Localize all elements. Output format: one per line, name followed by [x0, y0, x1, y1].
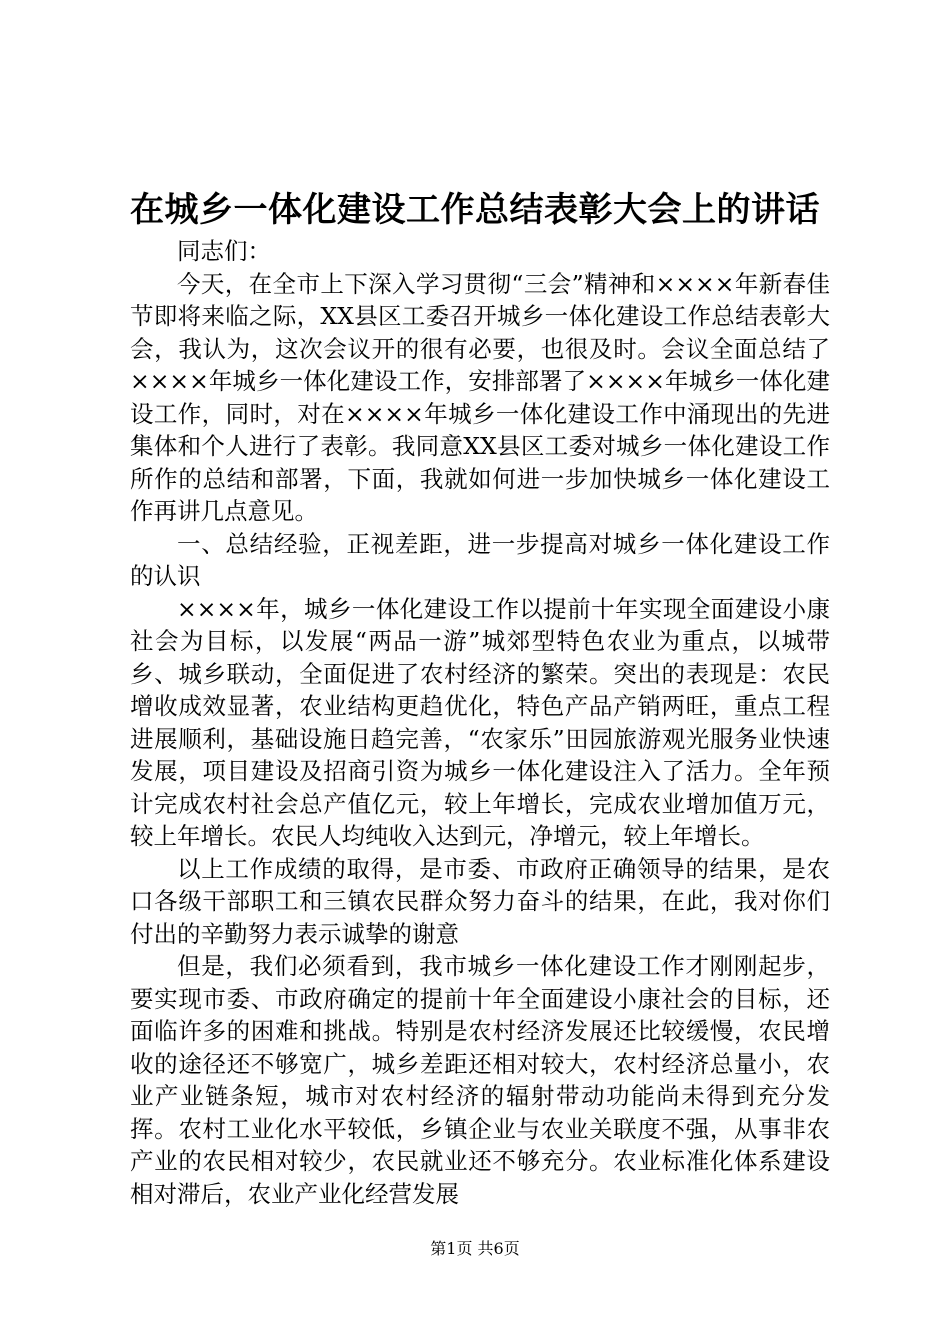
- body-paragraph: 以上工作成绩的取得，是市委、市政府正确领导的结果，是农口各级干部职工和三镇农民群众努力奋斗的结果，在此，我对你们付出的辛勤努力表示诚挚的谢意: [130, 854, 830, 948]
- document-body: [130, 235, 830, 1210]
- body-paragraph: ××××年，城乡一体化建设工作以提前十年实现全面建设小康社会为目标，以发展“两品一游”城郊型特色农业为重点，以城带乡、城乡联动，全面促进了农村经济的繁荣。突出的表现是：农民增收成效显著，农业结构更趋优化，特色产品产销两旺，重点工程进展顺利，基础设施日趋完善，“农家乐”田园旅游观光服务业快速发展，项目建设及招商引资为城乡一体化建设注入了活力。全年预计完成农村社会总产值亿元，较上年增长，完成农业增加值万元，较上年增长。农民人均纯收入达到元，净增元，较上年增长。: [130, 594, 830, 850]
- body-paragraph: 今天，在全市上下深入学习贯彻“三会”精神和××××年新春佳节即将来临之际，XX县区工委召开城乡一体化建设工作总结表彰大会，我认为，这次会议开的很有必要，也很及时。会议全面总结了××××年城乡一体化建设工作，安排部署了××××年城乡一体化建设工作，同时，对在××××年城乡一体化建设工作中涌现出的先进集体和个人进行了表彰。我同意XX县区工委对城乡一体化建设工作所作的总结和部署，下面，我就如何进一步加快城乡一体化建设工作再讲几点意见。: [130, 269, 830, 525]
- section-heading: 一、总结经验，正视差距，进一步提高对城乡一体化建设工作的认识: [130, 529, 830, 590]
- document-page: [130, 185, 830, 1210]
- body-paragraph: 但是，我们必须看到，我市城乡一体化建设工作才刚刚起步，要实现市委、市政府确定的提前十年全面建设小康社会的目标，还面临许多的困难和挑战。特别是农村经济发展还比较缓慢，农民增收的途径还不够宽广，城乡差距还相对较大，农村经济总量小，农业产业链条短，城市对农村经济的辐射带动功能尚未得到充分发挥。农村工业化水平较低，乡镇企业与农业关联度不强，从事非农产业的农民相对较少，农民就业还不够充分。农业标准化体系建设相对滞后，农业产业化经营发展: [130, 952, 830, 1208]
- salutation-paragraph: 同志们：: [177, 237, 271, 265]
- document-title: 在城乡一体化建设工作总结表彰大会上的讲话: [130, 190, 820, 230]
- page-indicator: 第1页 共6页: [430, 1239, 520, 1258]
